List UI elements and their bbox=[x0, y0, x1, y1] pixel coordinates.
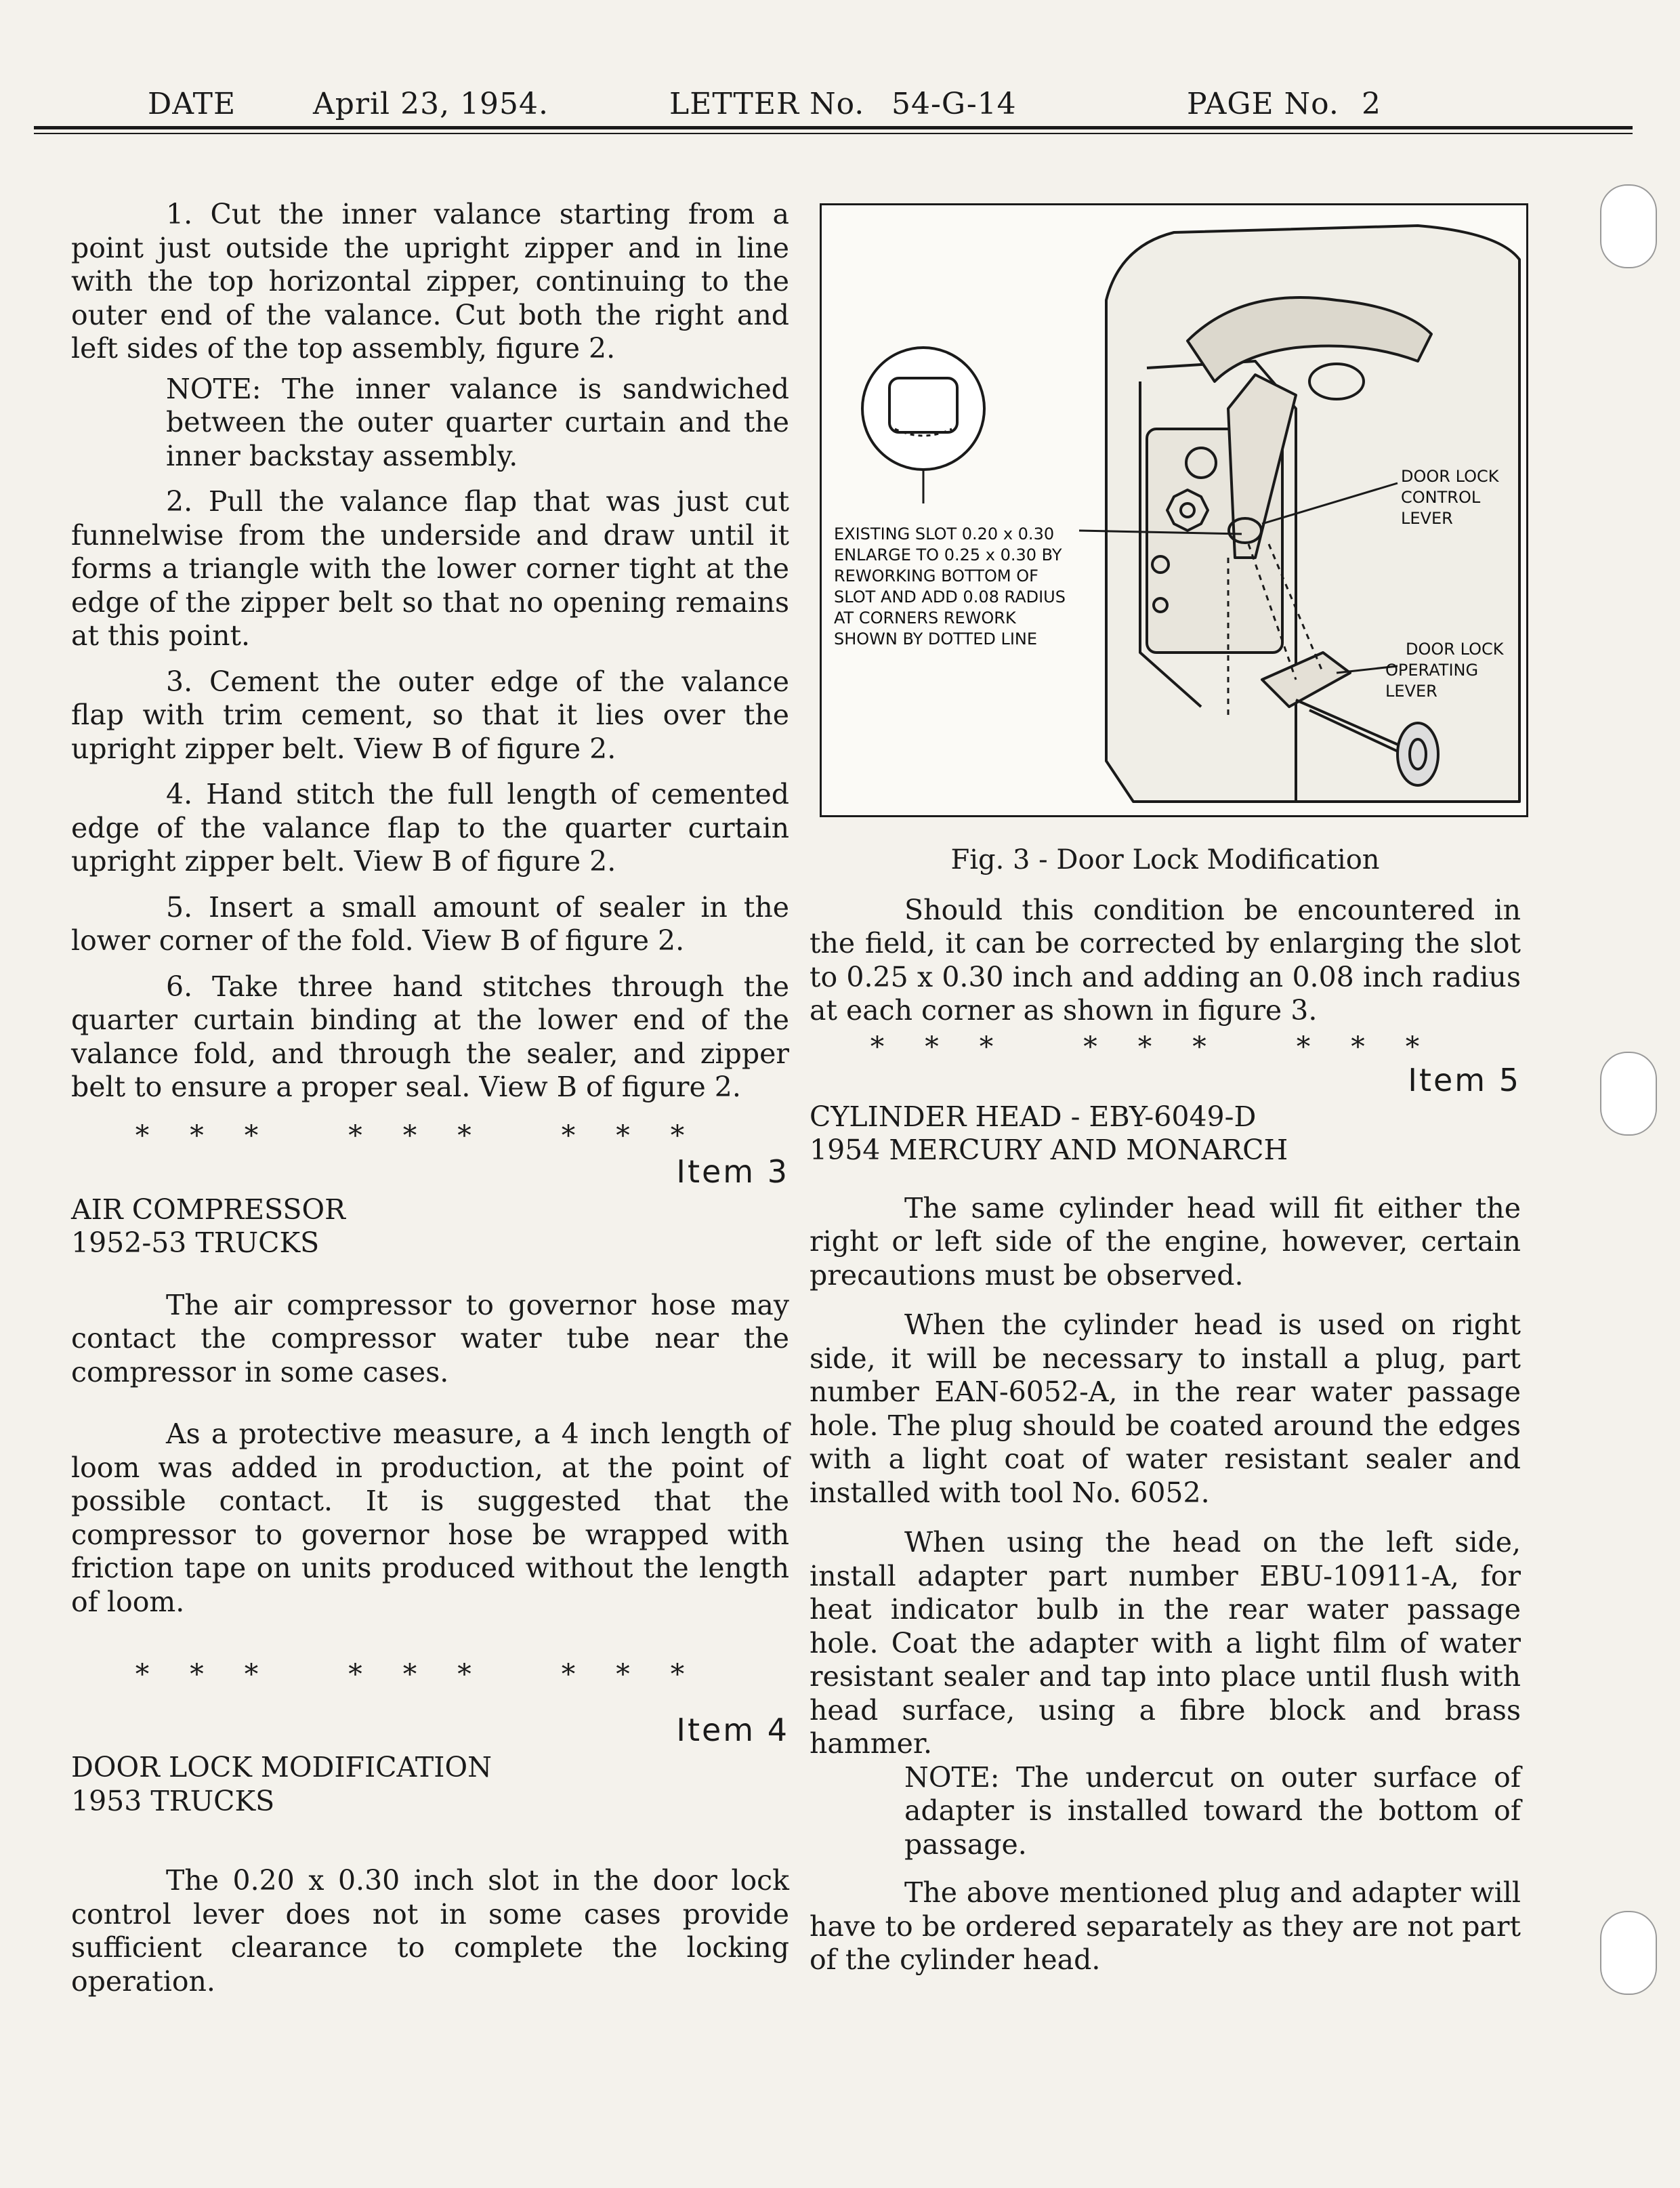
item-4-subtitle: 1953 TRUCKS bbox=[71, 1784, 275, 1817]
operating-lever-label-line1: DOOR LOCK bbox=[1406, 640, 1504, 659]
operating-lever-label-line2: OPERATING LEVER bbox=[1385, 661, 1479, 701]
separator-stars: *** *** *** bbox=[870, 1030, 1461, 1063]
header-rule-thin bbox=[34, 133, 1633, 134]
left-column bbox=[71, 198, 789, 1998]
rework-paragraph: Should this condition be encountered in the field, it can be corrected by enlarging the slot to 0.25 x 0.30 inch and adding an 0.08 inch radius at each corner as shown in figure 3. bbox=[810, 893, 1521, 1027]
item-5-note: NOTE: The undercut on outer surface of adapter is installed toward the bottom of passage. bbox=[904, 1760, 1521, 1861]
note-1: NOTE: The inner valance is sandwiched between the outer quarter curtain and the inner backstay assembly. bbox=[166, 372, 789, 472]
punch-hole bbox=[1600, 184, 1657, 268]
separator-stars: *** *** *** bbox=[135, 1658, 726, 1691]
item-5-paragraph-3: When using the head on the left side, install adapter part number EBU-10911-A, for heat indicator bulb in the rear water passage hole. Coat the adapter with a light film of water resistant sealer and tap into place until flush with head surface, using a fibre block and brass hammer. bbox=[810, 1526, 1521, 1760]
control-lever-label-line1: DOOR LOCK bbox=[1401, 467, 1499, 486]
operating-lever-label bbox=[1385, 639, 1524, 702]
item-5-title: CYLINDER HEAD - EBY-6049-D bbox=[810, 1100, 1257, 1133]
step-6: 6. Take three hand stitches through the quarter curtain binding at the lower end of the valance fold, and through the sealer, and zipper belt to ensure a proper seal. View B of figure 2. bbox=[71, 970, 789, 1103]
item-5-paragraph-4: The above mentioned plug and adapter will have to be ordered separately as they are not part of the cylinder head. bbox=[810, 1876, 1521, 1976]
step-5: 5. Insert a small amount of sealer in the lower corner of the fold. View B of figure 2. bbox=[71, 890, 789, 957]
figure-door-lock bbox=[820, 203, 1528, 817]
item-3-label: Item 3 bbox=[676, 1153, 789, 1190]
slot-rework-label: EXISTING SLOT 0.20 x 0.30 ENLARGE TO 0.25 x 0.30 BY REWORKING BOTTOM OF SLOT AND ADD 0.08 RADIUS AT CORNERS REWORK SHOWN BY DOTTED LINE bbox=[834, 524, 1066, 648]
letter-label: LETTER No. bbox=[669, 87, 865, 121]
item-3-subtitle: 1952-53 TRUCKS bbox=[71, 1226, 320, 1259]
item-4-paragraph-1: The 0.20 x 0.30 inch slot in the door lock control lever does not in some cases provide sufficient clearance to complete the locking operation. bbox=[71, 1864, 789, 1998]
step-4: 4. Hand stitch the full length of cemented edge of the valance flap to the quarter curtain upright zipper belt. View B of figure 2. bbox=[71, 778, 789, 878]
date-value: April 23, 1954. bbox=[313, 87, 549, 121]
step-3: 3. Cement the outer edge of the valance flap with trim cement, so that it lies over the upright zipper belt. View B of figure 2. bbox=[71, 665, 789, 765]
punch-hole bbox=[1600, 1911, 1657, 1995]
item-5-paragraph-2: When the cylinder head is used on right side, it will be necessary to install a plug, part number EAN-6052-A, in the rear water passage hole. The plug should be coated around the edges with a light coat of water resistant sealer and installed with tool No. 6052. bbox=[810, 1308, 1521, 1509]
item-3-paragraph-2: As a protective measure, a 4 inch length of loom was added in production, at the point of possible contact. It is suggested that the compressor to governor hose be wrapped with friction tape on units produced without the length of loom. bbox=[71, 1418, 789, 1618]
step-2: 2. Pull the valance flap that was just cut funnelwise from the underside and draw until it forms a triangle with the lower corner tight at the edge of the zipper belt so that no opening remains at this point. bbox=[71, 485, 789, 652]
date-label: DATE bbox=[148, 87, 236, 121]
item-5-label: Item 5 bbox=[1408, 1062, 1521, 1098]
item-4-title: DOOR LOCK MODIFICATION bbox=[71, 1751, 492, 1783]
figure-caption: Fig. 3 - Door Lock Modification bbox=[950, 844, 1380, 875]
page-header bbox=[0, 0, 1680, 136]
control-lever-label bbox=[1401, 466, 1523, 529]
separator-stars: *** *** *** bbox=[135, 1119, 726, 1152]
punch-hole bbox=[1600, 1052, 1657, 1136]
item-5-subtitle: 1954 MERCURY AND MONARCH bbox=[810, 1134, 1288, 1166]
letter-value: 54-G-14 bbox=[891, 87, 1017, 121]
header-rule bbox=[34, 126, 1633, 129]
step-1: 1. Cut the inner valance starting from a point just outside the upright zipper and in line with the top horizontal zipper, continuing to the outer end of the valance. Cut both the right and left sides of the top assembly, figure 2. bbox=[71, 198, 789, 365]
item-4-label: Item 4 bbox=[676, 1711, 789, 1748]
item-5-paragraph-1: The same cylinder head will fit either the right or left side of the engine, however, certain precautions must be observed. bbox=[810, 1191, 1521, 1292]
item-3-paragraph-1: The air compressor to governor hose may contact the compressor water tube near the compressor in some cases. bbox=[71, 1288, 789, 1388]
page-value: 2 bbox=[1362, 87, 1381, 121]
right-column bbox=[810, 844, 1521, 1977]
item-3-title: AIR COMPRESSOR bbox=[71, 1193, 345, 1226]
page-label: PAGE No. bbox=[1187, 87, 1339, 121]
control-lever-label-line2: CONTROL LEVER bbox=[1401, 488, 1481, 528]
